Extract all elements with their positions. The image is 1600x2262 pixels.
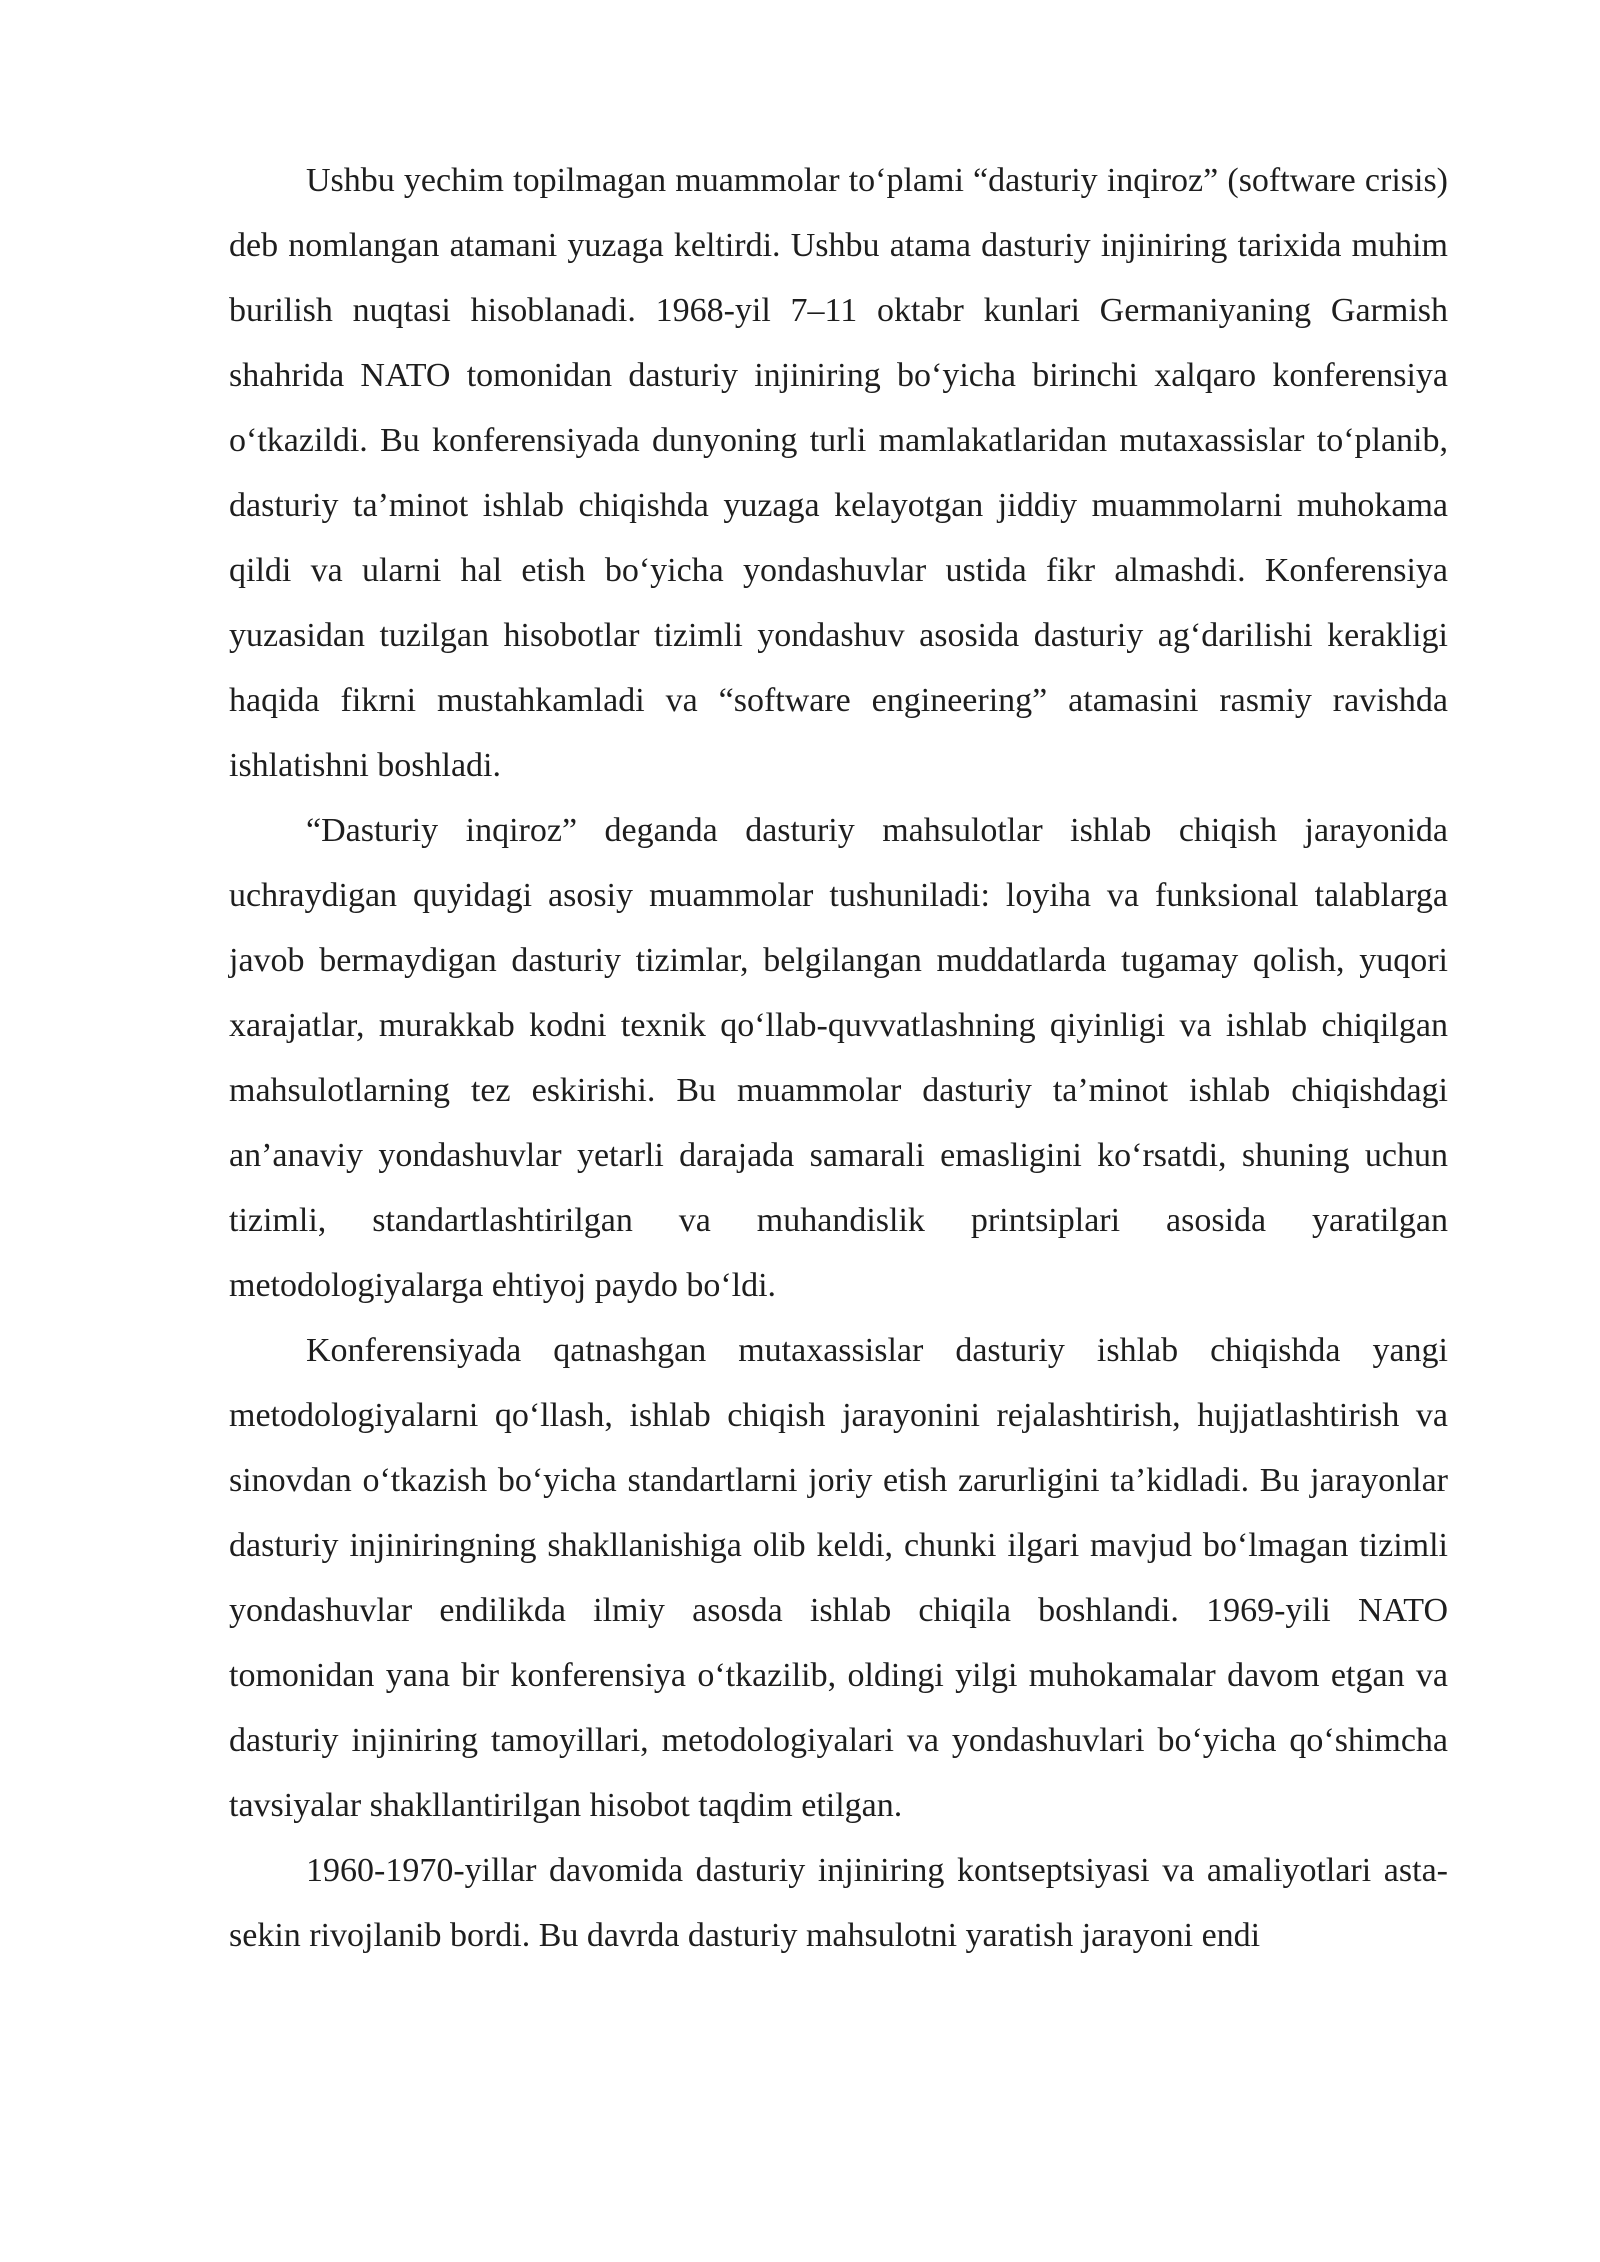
- paragraph-3: Konferensiyada qatnashgan mutaxassislar dasturiy ishlab chiqishda yangi metodologiyalarni qo‘llash, ishlab chiqish jarayonini rejalashtirish, hujjatlashtirish va sinovdan o‘tkazish bo‘yicha standartlarni joriy etish zarurligini ta’kidladi. Bu jarayonlar dasturiy injiniringning shakllanishiga olib keldi, chunki ilgari mavjud bo‘lmagan tizimli yondashuvlar endilikda ilmiy asosda ishlab chiqila boshlandi. 1969-yili NATO tomonidan yana bir konferensiya o‘tkazilib, oldingi yilgi muhokamalar davom etgan va dasturiy injiniring tamoyillari, metodologiyalari va yondashuvlari bo‘yicha qo‘shimcha tavsiyalar shakllantirilgan hisobot taqdim etilgan.: [229, 1332, 1448, 1824]
- paragraph-4: 1960-1970-yillar davomida dasturiy injiniring kontseptsiyasi va amaliyotlari asta-sekin rivojlanib bordi. Bu davrda dasturiy mahsulotni yaratish jarayoni endi: [229, 1852, 1448, 1954]
- paragraph-1: Ushbu yechim topilmagan muammolar to‘plami “dasturiy inqiroz” (software crisis) deb nomlangan atamani yuzaga keltirdi. Ushbu atama dasturiy injiniring tarixida muhim burilish nuqtasi hisoblanadi. 1968-yil 7–11 oktabr kunlari Germaniyaning Garmish shahrida NATO tomonidan dasturiy injiniring bo‘yicha birinchi xalqaro konferensiya o‘tkazildi. Bu konferensiyada dunyoning turli mamlakatlaridan mutaxassislar to‘planib, dasturiy ta’minot ishlab chiqishda yuzaga kelayotgan jiddiy muammolarni muhokama qildi va ularni hal etish bo‘yicha yondashuvlar ustida fikr almashdi. Konferensiya yuzasidan tuzilgan hisobotlar tizimli yondashuv asosida dasturiy ag‘darilishi kerakligi haqida fikrni mustahkamladi va “software engineering” atamasini rasmiy ravishda ishlatishni boshladi.: [229, 162, 1448, 784]
- paragraph-2: “Dasturiy inqiroz” deganda dasturiy mahsulotlar ishlab chiqish jarayonida uchraydigan quyidagi asosiy muammolar tushuniladi: loyiha va funksional talablarga javob bermaydigan dasturiy tizimlar, belgilangan muddatlarda tugamay qolish, yuqori xarajatlar, murakkab kodni texnik qo‘llab-quvvatlashning qiyinligi va ishlab chiqilgan mahsulotlarning tez eskirishi. Bu muammolar dasturiy ta’minot ishlab chiqishdagi an’anaviy yondashuvlar yetarli darajada samarali emasligini ko‘rsatdi, shuning uchun tizimli, standartlashtirilgan va muhandislik printsiplari asosida yaratilgan metodologiyalarga ehtiyoj paydo bo‘ldi.: [229, 812, 1448, 1304]
- document-body: [229, 148, 1448, 1968]
